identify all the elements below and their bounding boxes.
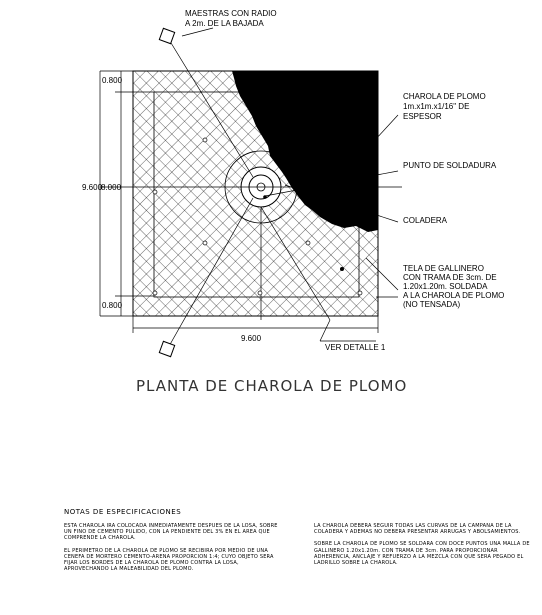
- dim-bottom-margin: 0.800: [102, 301, 123, 310]
- charola-label-2: 1m.x1m.x1/16" DE: [403, 102, 470, 111]
- dim-inner-vertical: 8.000: [101, 183, 122, 192]
- charola-label-1: CHAROLA DE PLOMO: [403, 92, 486, 101]
- horizontal-dimension: [133, 316, 378, 333]
- maestras-label-2: A 2m. DE LA BAJADA: [185, 19, 264, 28]
- ver-detalle-label: VER DETALLE 1: [325, 343, 386, 352]
- weld-point-solid: [340, 267, 344, 271]
- screed-marker-top: [159, 28, 174, 43]
- punto-soldadura-label: PUNTO DE SOLDADURA: [403, 161, 497, 170]
- screed-marker-bottom: [159, 341, 174, 356]
- dim-overall-horizontal: 9.600: [241, 334, 262, 343]
- coladera-label: COLADERA: [403, 216, 448, 225]
- drawing-title: PLANTA DE CHAROLA DE PLOMO: [136, 377, 408, 395]
- maestras-label-1: MAESTRAS CON RADIO: [185, 9, 277, 18]
- tela-label-1: TELA DE GALLINERO: [403, 264, 484, 273]
- note-paragraph: SOBRE LA CHAROLA DE PLOMO SE SOLDARA CON DOCE PUNTOS UNA MALLA DE GALLINERO 1.20x1.20m. CON TRAMA DE 3cm. PARA PROPORCIONAR ADHERENCIA, ANCLAJE Y REFUERZO A LA MEZCLA CON QUE SERA PEGADO EL LADRILLO SOBRE LA CHAROLA.: [314, 541, 530, 567]
- tela-label-4: A LA CHAROLA DE PLOMO: [403, 291, 505, 300]
- note-paragraph: EL PERIMETRO DE LA CHAROLA DE PLOMO SE RECIBIRA POR MEDIO DE UNA CENEFA DE MORTERO CEMENTO-ARENA PROPORCION 1:4; CUYO OBJETO SERA FIJAR LOS BORDES DE LA CHAROLA DE PLOMO CONTRA LA LOSA, APROVECHANDO LA MALEABILIDAD DEL PLOMO.: [64, 547, 274, 573]
- notes-heading: NOTAS DE ESPECIFICACIONES: [64, 508, 182, 516]
- tela-label-2: CON TRAMA DE 3cm. DE: [403, 273, 497, 282]
- notes-right-column: [314, 523, 534, 578]
- dim-top-margin: 0.800: [102, 76, 123, 85]
- tela-label-5: (NO TENSADA): [403, 300, 461, 309]
- charola-label-3: ESPESOR: [403, 112, 442, 121]
- tela-label-3: 1.20x1.20m. SOLDADA: [403, 282, 488, 291]
- dim-overall-vertical: 9.600: [82, 183, 103, 192]
- notes-left-column: [64, 523, 284, 578]
- note-paragraph: LA CHAROLA DEBERA SEGUIR TODAS LAS CURVAS DE LA CAMPANA DE LA COLADERA Y ADEMAS NO DEBERA PRESENTAR ARRUGAS Y ABOLSAMIENTOS.: [314, 523, 521, 536]
- note-paragraph: ESTA CHAROLA IRA COLOCADA INMEDIATAMENTE DESPUES DE LA LOSA, SOBRE UN FINO DE CEMENTO PULIDO, CON LA PENDIENTE DEL 3% EN EL AREA QUE COMPRENDE LA CHAROLA.: [64, 523, 278, 542]
- specification-notes: [64, 508, 534, 578]
